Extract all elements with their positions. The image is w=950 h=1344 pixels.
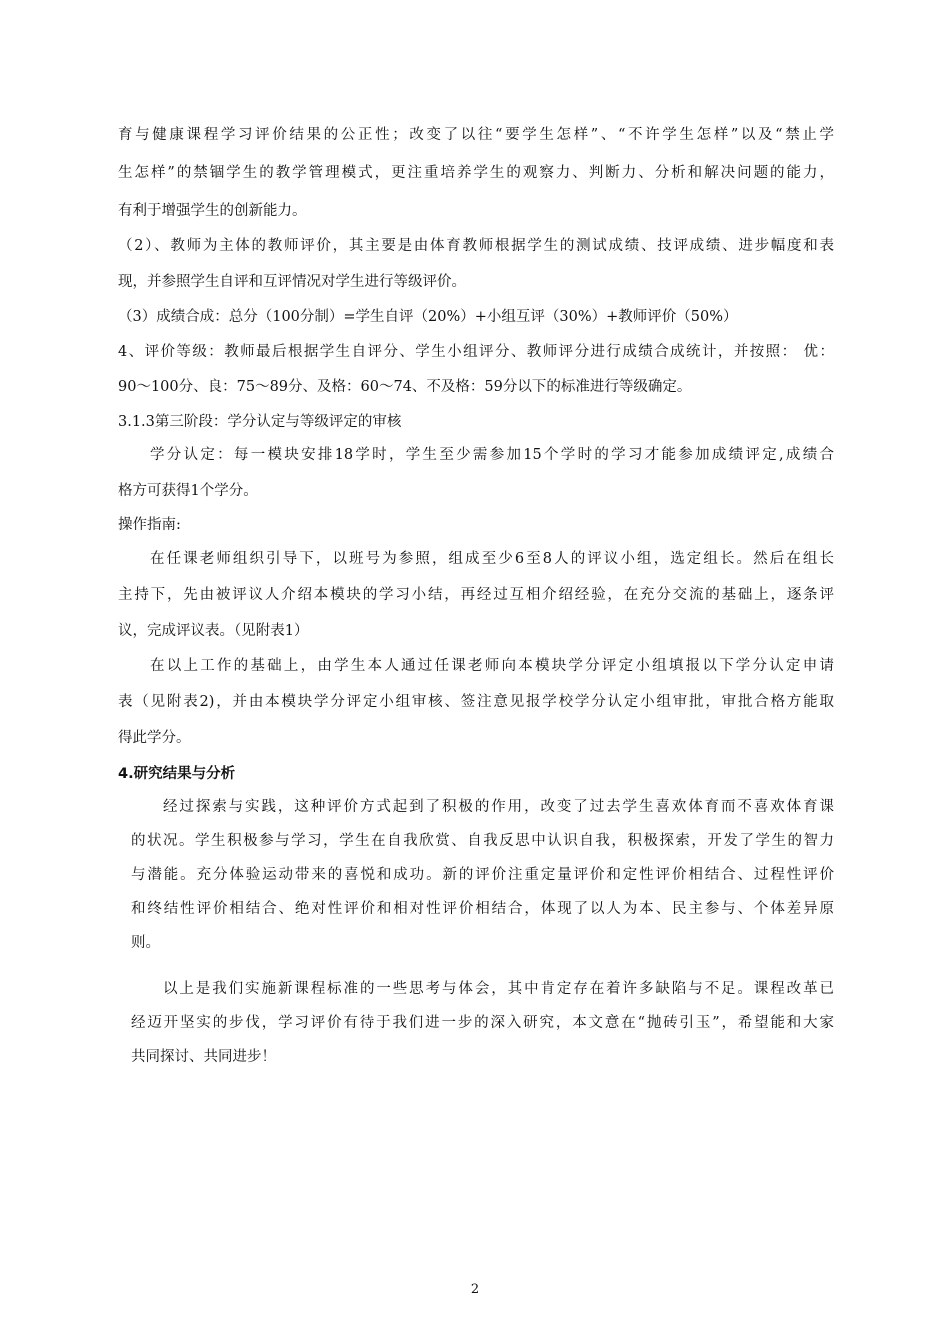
paragraph-line: 经过探索与实践，这种评价方式起到了积极的作用，改变了过去学生喜欢体育而不喜欢体育课 xyxy=(163,799,834,815)
paragraph-line: 与潜能。充分体验运动带来的喜悦和成功。新的评价注重定量评价和定性评价相结合、过程性评价 xyxy=(131,867,834,883)
paragraph-line: 则。 xyxy=(131,935,160,951)
section-heading: 3.1.3第三阶段：学分认定与等级评定的审核 xyxy=(118,414,402,430)
paragraph-line: 操作指南: xyxy=(118,517,181,533)
paragraph-line: 生怎样”的禁锢学生的教学管理模式，更注重培养学生的观察力、判断力、分析和解决问题的能力， xyxy=(118,165,834,181)
paragraph-line: 共同探讨、共同进步！ xyxy=(131,1049,276,1065)
paragraph-line: 有利于增强学生的创新能力。 xyxy=(118,203,307,219)
paragraph-line: 在以上工作的基础上，由学生本人通过任课老师向本模块学分评定小组填报以下学分认定申请 xyxy=(150,658,834,674)
paragraph-line: 4、评价等级：教师最后根据学生自评分、学生小组评分、教师评分进行成绩合成统计，并按照： 优： xyxy=(118,344,834,360)
paragraph-line: （3）成绩合成：总分（100分制）=学生自评（20%）+小组互评（30%）+教师评价（50%） xyxy=(118,309,738,325)
paragraph-line: 学分认定：每一模块安排18学时，学生至少需参加15个学时的学习才能参加成绩评定,成绩合 xyxy=(150,447,834,463)
paragraph-line: 现，并参照学生自评和互评情况对学生进行等级评价。 xyxy=(118,274,466,290)
paragraph-line: 90～100分、良：75～89分、及格：60～74、不及格：59分以下的标准进行等级确定。 xyxy=(118,379,692,395)
paragraph-line: （2）、教师为主体的教师评价，其主要是由体育教师根据学生的测试成绩、技评成绩、进步幅度和表 xyxy=(118,238,834,254)
page-number: 2 xyxy=(470,1282,480,1297)
paragraph-line: 的状况。学生积极参与学习，学生在自我欣赏、自我反思中认识自我，积极探索，开发了学生的智力 xyxy=(131,833,834,849)
paragraph-line: 主持下，先由被评议人介绍本模块的学习小结，再经过互相介绍经验，在充分交流的基础上，逐条评 xyxy=(118,587,834,603)
paragraph-line: 在任课老师组织引导下，以班号为参照，组成至少6至8人的评议小组，选定组长。然后在组长 xyxy=(150,551,834,567)
paragraph-line: 和终结性评价相结合、绝对性评价和相对性评价相结合，体现了以人为本、民主参与、个体差异原 xyxy=(131,901,834,917)
paragraph-line: 表（见附表2)，并由本模块学分评定小组审核、签注意见报学校学分认定小组审批，审批合格方能取 xyxy=(118,694,834,710)
paragraph-line: 育与健康课程学习评价结果的公正性；改变了以往“要学生怎样”、“不许学生怎样”以及“禁止学 xyxy=(118,127,834,143)
paragraph-line: 议，完成评议表。（见附表1） xyxy=(118,623,309,639)
paragraph-line: 经迈开坚实的步伐，学习评价有待于我们进一步的深入研究，本文意在“抛砖引玉”，希望能和大家 xyxy=(131,1015,834,1031)
section-heading: 4.研究结果与分析 xyxy=(118,766,236,782)
paragraph-line: 格方可获得1个学分。 xyxy=(118,483,258,499)
paragraph-line: 得此学分。 xyxy=(118,730,191,746)
paragraph-line: 以上是我们实施新课程标准的一些思考与体会，其中肯定存在着许多缺陷与不足。课程改革已 xyxy=(163,981,834,997)
